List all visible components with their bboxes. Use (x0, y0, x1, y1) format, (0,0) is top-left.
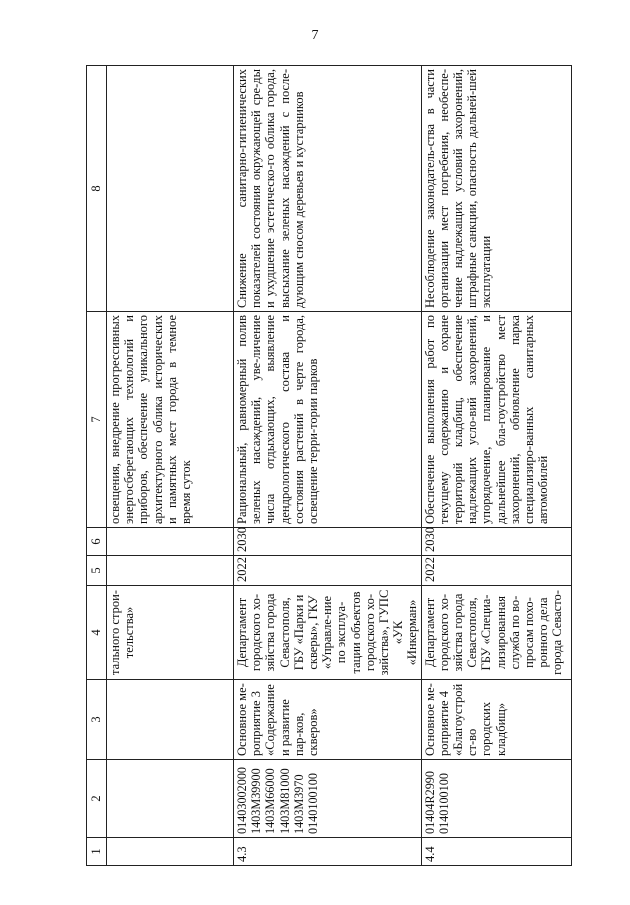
table-row-4-3 (234, 66, 422, 866)
event-name (107, 680, 234, 760)
expected-result: Обеспечение выполнения работ по текущему содержанию и охране территорий кладбищ, обеспечение надлежащих усло-вий захоронений, упорядочение, планирование и дальнейшее бла-гоустройство мест захоронений, обновление парка специализиро-ванных санитарных автомобилей (421, 312, 571, 528)
start-year: 2022 (234, 556, 422, 586)
responsible-executor: тального строи-тельства» (107, 586, 234, 680)
responsible-executor: Департамент городского хо-зяйства города Севастополя, ГБУ «Парки и скверы», ГКУ «Управле-ние по эксплуа-тации объектов городского хо-зяйства», ГУПС «УК «Инкерман» (234, 586, 422, 680)
table-row-continuation (107, 66, 234, 866)
page-number: 7 (311, 28, 319, 43)
header-cell-4: 4 (87, 586, 107, 680)
end-year (107, 528, 234, 556)
header-cell-6: 6 (87, 528, 107, 556)
header-cell-1: 1 (87, 838, 107, 866)
header-cell-8: 8 (87, 66, 107, 312)
table-row-4-4 (421, 66, 571, 866)
header-cell-7: 7 (87, 312, 107, 528)
end-year: 2030 (421, 528, 571, 556)
non-implementation-consequence: Несоблюдение законодатель-ства в части организации мест погребения, необеспе-чение надлежащих условий захоронений, штрафные санкции, опасность дальней-шей эксплуатации (421, 66, 571, 312)
event-name: Основное ме-роприятие 3 «Содержание и развитие пар-ков, скверов» (234, 680, 422, 760)
row-number: 4.3 (234, 838, 422, 866)
rotated-table-area (86, 66, 565, 866)
row-number: 4.4 (421, 838, 571, 866)
responsible-executor: Департамент городского хо-зяйства города Севастополя, ГБУ «Специа-лизированная служба по во-просам похо-ронного дела города Севасто- (421, 586, 571, 680)
table-header-row (87, 66, 107, 866)
event-name: Основное ме-роприятие 4 «Благоустройст-во городских кладбищ» (421, 680, 571, 760)
expected-result: освещения, внедрение прогрессивных энергосберегающих технологий и приборов, обеспечение уникального архитектурного облика исторических и памятных мест города в темное время суток (107, 312, 234, 528)
expected-result: Рациональный, равномерный полив зеленых насаждений, уве-личение числа отдыхающих, выявление дендрологического состава и состояния растений в черте города, освещение терри-тории парков (234, 312, 422, 528)
header-cell-2: 2 (87, 760, 107, 838)
row-number (107, 838, 234, 866)
end-year: 2030 (234, 528, 422, 556)
start-year (107, 556, 234, 586)
budget-code: 01403002000 1403M39900 1403M66000 1403M81000 1403M3970 0140100100 (234, 760, 422, 838)
budget-code: 01404R2990 0140100100 (421, 760, 571, 838)
non-implementation-consequence: Снижение санитарно-гигиенических показателей состояния окружающей сре-ды и ухудшение эстетическо-го облика города, высыхание зеленых насаждений с после-дующим сносом деревьев и кустарников (234, 66, 422, 312)
header-cell-3: 3 (87, 680, 107, 760)
budget-code (107, 760, 234, 838)
landscape-table-container (86, 66, 565, 866)
header-cell-5: 5 (87, 556, 107, 586)
program-measures-table (86, 65, 572, 866)
non-implementation-consequence (107, 66, 234, 312)
start-year: 2022 (421, 556, 571, 586)
